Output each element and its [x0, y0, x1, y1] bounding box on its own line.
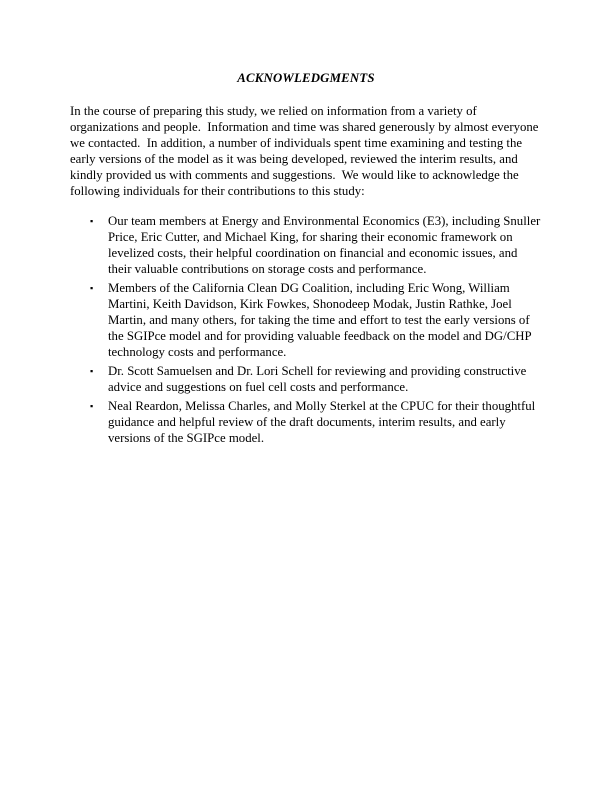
- list-item-text: Members of the California Clean DG Coalition, including Eric Wong, William Martini, Keith Davidson, Kirk Fowkes, Shonodeep Modak, Justin Rathke, Joel Martin, and many others, for taking the time and effort to test the early versions of the SGIPce model and for providing valuable feedback on the model and DG/CHP technology costs and performance.: [108, 281, 535, 359]
- list-item: [90, 280, 542, 360]
- list-item: [90, 213, 542, 277]
- square-bullet-icon: ▪: [90, 366, 94, 376]
- list-item-text: Dr. Scott Samuelsen and Dr. Lori Schell for reviewing and providing constructive advice and suggestions on fuel cell costs and performance.: [108, 364, 530, 394]
- square-bullet-icon: ▪: [90, 216, 94, 226]
- intro-paragraph: In the course of preparing this study, we relied on information from a variety of organizations and people. Information and time was shared generously by almost everyone we contacted. In addition, a number of individuals spent time examining and testing the early versions of the model as it was being developed, reviewed the interim results, and kindly provided us with comments and suggestions. We would like to acknowledge the following individuals for their contributions to this study:: [70, 104, 542, 198]
- list-item-text: Neal Reardon, Melissa Charles, and Molly Sterkel at the CPUC for their thoughtful guidance and helpful review of the draft documents, interim results, and early versions of the SGIPce model.: [108, 399, 539, 445]
- list-item-text: Our team members at Energy and Environmental Economics (E3), including Snuller Price, Eric Cutter, and Michael King, for sharing their economic framework on levelized costs, their helpful coordination on financial and economic issues, and their valuable contributions on storage costs and performance.: [108, 214, 544, 276]
- page-title: ACKNOWLEDGMENTS: [237, 71, 375, 85]
- square-bullet-icon: ▪: [90, 283, 94, 293]
- acknowledgment-list: [70, 213, 542, 446]
- list-item: [90, 398, 542, 446]
- square-bullet-icon: ▪: [90, 401, 94, 411]
- list-item: [90, 363, 542, 395]
